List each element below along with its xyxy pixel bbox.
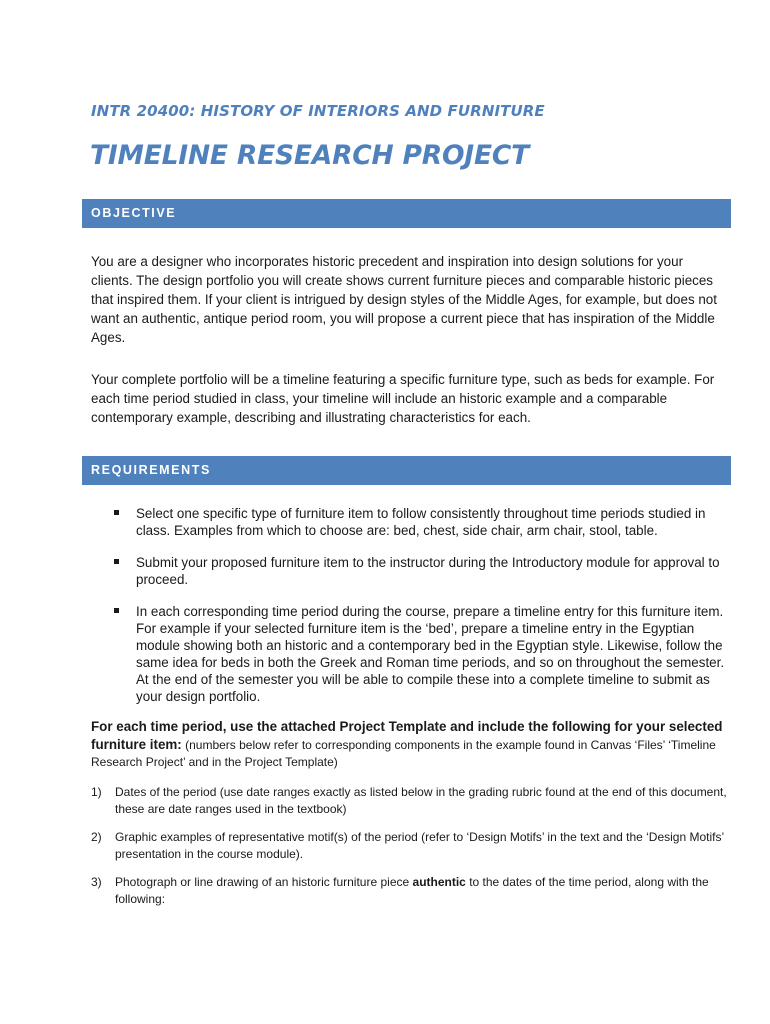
item-text-start: Photograph or line drawing of an historic furniture piece xyxy=(115,875,413,889)
bullet-text: Select one specific type of furniture item to follow consistently throughout time periods studied in class. Examples from which to choose are: bed, chest, side chair, arm chair, stool, table. xyxy=(136,506,706,538)
item-text: Graphic examples of representative motif(s) of the period (refer to ‘Design Motifs’ in the text and the ‘Design Motifs’ presentation in the course module). xyxy=(115,830,724,861)
square-bullet-icon xyxy=(114,559,119,564)
item-number: 2) xyxy=(91,830,102,844)
objective-paragraph-2: Your complete portfolio will be a timeline featuring a specific furniture type, such as beds for example. For each time period studied in class, your timeline will include an historic example and a comparable contemporary example, describing and illustrating characteristics for each. xyxy=(91,372,715,425)
item-text-emphasis: authentic xyxy=(412,875,466,889)
course-title: INTR 20400: HISTORY OF INTERIORS AND FURNITURE xyxy=(91,102,545,120)
instructions-lead-note: (numbers below refer to corresponding components in the example found in Canvas ‘Files’ ‘Timeline Research Project’ and in the Project Template) xyxy=(91,738,716,769)
list-item xyxy=(91,874,727,908)
instructions-lead-bold: For each time period, use the attached Project Template and include the following for your selected furniture item: xyxy=(91,719,723,752)
item-text: Dates of the period (use date ranges exactly as listed below in the grading rubric found at the end of this document, these are date ranges used in the textbook) xyxy=(115,785,727,816)
list-item xyxy=(113,505,729,539)
list-item xyxy=(113,603,729,705)
item-text-end: to the dates of the time period, along with the following: xyxy=(115,875,709,906)
list-item xyxy=(91,829,727,863)
instructions-lead xyxy=(91,718,731,771)
requirements-bullet-list xyxy=(113,505,729,720)
list-item xyxy=(113,554,729,588)
item-number: 1) xyxy=(91,785,102,799)
square-bullet-icon xyxy=(114,608,119,613)
objective-paragraph-1: You are a designer who incorporates historic precedent and inspiration into design solutions for your clients. The design portfolio you will create shows current furniture pieces and comparable historic pieces that inspired them. If your client is intrigued by design styles of the Middle Ages, for example, but does not want an authentic, antique period room, you will propose a current piece that has inspiration of the Middle Ages. xyxy=(91,254,717,345)
list-item xyxy=(91,784,727,818)
bullet-text: Submit your proposed furniture item to the instructor during the Introductory module for approval to proceed. xyxy=(136,555,720,587)
objective-heading: OBJECTIVE xyxy=(82,199,731,228)
square-bullet-icon xyxy=(114,510,119,515)
requirements-heading: REQUIREMENTS xyxy=(82,456,731,485)
item-number: 3) xyxy=(91,875,102,889)
bullet-text: In each corresponding time period during the course, prepare a timeline entry for this furniture item. For example if your selected furniture item is the ‘bed’, prepare a timeline entry in the Egyptian module showing both an historic and a contemporary bed in the Egyptian style. Likewise, follow the same idea for beds in both the Greek and Roman time periods, and so on throughout the semester. At the end of the semester you will be able to compile these into a complete timeline to submit as your design portfolio. xyxy=(136,604,725,704)
component-numbered-list xyxy=(91,784,727,919)
project-title: TIMELINE RESEARCH PROJECT xyxy=(90,140,529,171)
